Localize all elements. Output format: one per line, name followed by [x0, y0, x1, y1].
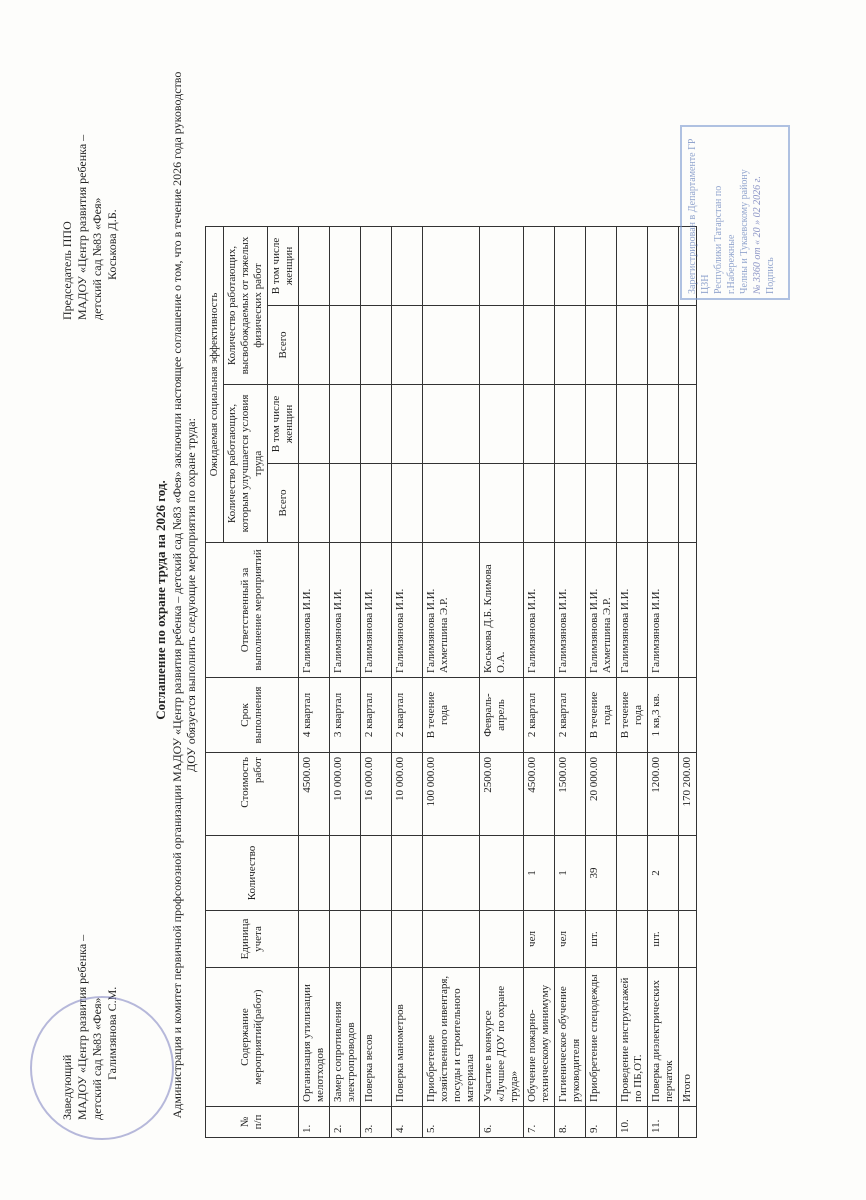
table-body: [299, 227, 679, 1138]
cell-name: Поверка манометров: [392, 968, 423, 1107]
cell-effect: [586, 227, 617, 306]
cell-effect: [617, 306, 648, 385]
cell-qty: 1: [524, 836, 555, 911]
cell-effect: [586, 306, 617, 385]
header-num: № п/п: [206, 1107, 299, 1138]
cell-term: 1 кв,3 кв.: [648, 678, 679, 753]
cell-num: 10.: [617, 1107, 648, 1138]
header-group2: Количество работающих, высвобождаемых от тяжелых физических работ: [224, 227, 268, 385]
union-line2: МАДОУ «Центр развития ребенка –: [75, 134, 89, 320]
cell-effect: [555, 464, 586, 543]
cell-cost: 4500.00: [524, 753, 555, 836]
header-g2-total: Всего: [268, 306, 299, 385]
cell-effect: [299, 306, 330, 385]
cell-resp: Галимзянова И.И.: [299, 543, 330, 678]
registration-line3: Челны и Тукаевскому району: [739, 169, 750, 294]
table-row: [361, 227, 392, 1138]
cell-name: Приобретение спецодежды: [586, 968, 617, 1107]
registration-line2: Республики Татарстан по г.Набережные: [713, 185, 737, 294]
cell-num: 3.: [361, 1107, 392, 1138]
cell-term: 2 квартал: [524, 678, 555, 753]
cell-term: В течение года: [423, 678, 480, 753]
cell-cost: 4500.00: [299, 753, 330, 836]
cell-effect: [524, 227, 555, 306]
cell-cost: 20 000.00: [586, 753, 617, 836]
cell-unit: шт.: [648, 911, 679, 968]
table-row: [648, 227, 679, 1138]
table-row: [330, 227, 361, 1138]
header-cost: Стоимость работ: [206, 753, 299, 836]
cell-effect: [524, 306, 555, 385]
cell-qty: 1: [555, 836, 586, 911]
cell-cost: 100 000.00: [423, 753, 480, 836]
cell-effect: [617, 464, 648, 543]
cell-resp: Галимзянова И.И.: [648, 543, 679, 678]
cell-effect: [586, 385, 617, 464]
cell-num: 2.: [330, 1107, 361, 1138]
cell-effect: [361, 306, 392, 385]
cell-resp: Галимзянова И.И.: [524, 543, 555, 678]
head-line3: детский сад №83 «Фея»: [90, 997, 104, 1120]
registration-line1: Зарегистрирован в Департаменте ГР ЦЗН: [687, 138, 711, 294]
document-title: Соглашение по охране труда на 2026 год.: [153, 480, 168, 720]
cell-cost: 1200.00: [648, 753, 679, 836]
cell-effect: [392, 306, 423, 385]
cell-unit: [330, 911, 361, 968]
cell-name: Замер сопротивления электропроводов: [330, 968, 361, 1107]
cell-effect: [648, 306, 679, 385]
cell-resp: Галимзянова И.И.: [361, 543, 392, 678]
measures-table: [205, 226, 697, 1138]
cell-num: 4.: [392, 1107, 423, 1138]
cell-effect: [330, 385, 361, 464]
cell-name: Приобретение хозяйственного инвентаря, посуды и строительного материала: [423, 968, 480, 1107]
cell-num: 7.: [524, 1107, 555, 1138]
cell-effect: [524, 385, 555, 464]
cell-effect: [361, 385, 392, 464]
cell-effect: [299, 464, 330, 543]
cell-num: 11.: [648, 1107, 679, 1138]
header-term: Срок выполнения: [206, 678, 299, 753]
cell-effect: [392, 464, 423, 543]
cell-cost: 16 000.00: [361, 753, 392, 836]
cell-resp: Галимзянова И.И.: [617, 543, 648, 678]
cell-name: Гигиеническое обучение руководителя: [555, 968, 586, 1107]
table-row: [524, 227, 555, 1138]
cell-effect: [480, 464, 524, 543]
cell-effect: [617, 385, 648, 464]
cell-effect: [423, 227, 480, 306]
table-row: [555, 227, 586, 1138]
header-resp: Ответственный за выполнение мероприятий: [206, 543, 299, 678]
cell-name: Поверка диэлектрических перчаток: [648, 968, 679, 1107]
cell-unit: [480, 911, 524, 968]
head-line4: Галимзянова С.М.: [105, 986, 119, 1080]
cell-num: 9.: [586, 1107, 617, 1138]
cell-unit: [617, 911, 648, 968]
cell-effect: [555, 385, 586, 464]
cell-name: Участие в конкурсе «Лучшее ДОУ по охране труда»: [480, 968, 524, 1107]
cell-effect: [524, 464, 555, 543]
cell-term: Февраль-апрель: [480, 678, 524, 753]
head-line2: МАДОУ «Центр развития ребенка –: [75, 934, 89, 1120]
cell-name: Поверка весов: [361, 968, 392, 1107]
cell-qty: [299, 836, 330, 911]
cell-term: В течение года: [586, 678, 617, 753]
cell-resp: Галимзянова И.И.: [330, 543, 361, 678]
table-row: [299, 227, 330, 1138]
table-row: [586, 227, 617, 1138]
registration-line4: № 3360 от « 20 » 02 2026 г.: [752, 176, 763, 294]
header-g1-total: Всего: [268, 464, 299, 543]
cell-effect: [555, 306, 586, 385]
cell-effect: [361, 227, 392, 306]
cell-effect: [648, 385, 679, 464]
cell-unit: [299, 911, 330, 968]
table-row: [423, 227, 480, 1138]
header-name: Содержание мероприятий(работ): [206, 968, 299, 1107]
registration-line5: Подпись: [765, 257, 776, 294]
cell-effect: [392, 227, 423, 306]
cell-effect: [423, 385, 480, 464]
cell-resp: Коськова Д.Б. Климова О.А.: [480, 543, 524, 678]
cell-num: 1.: [299, 1107, 330, 1138]
cell-qty: [617, 836, 648, 911]
cell-num: 5.: [423, 1107, 480, 1138]
cell-term: 2 квартал: [361, 678, 392, 753]
cell-unit: чел: [555, 911, 586, 968]
cell-cost: [617, 753, 648, 836]
header-g2-women: В том числе женщин: [268, 227, 299, 306]
head-line1: Заведующий: [60, 1054, 74, 1120]
cell-resp: Галимзянова И.И.: [392, 543, 423, 678]
cell-effect: [423, 464, 480, 543]
table-row: [392, 227, 423, 1138]
cell-resp: Галимзянова И.И. Ахметшина Э.Р.: [423, 543, 480, 678]
cell-cost: 2500.00: [480, 753, 524, 836]
cell-qty: [480, 836, 524, 911]
cell-effect: [330, 464, 361, 543]
total-cost: 170 200.00: [679, 753, 697, 836]
cell-term: 2 квартал: [392, 678, 423, 753]
table-row: [617, 227, 648, 1138]
union-line1: Председатель ППО: [60, 221, 74, 320]
header-group1: Количество работающих, которым улучшается условия труда: [224, 385, 268, 543]
header-g1-women: В том числе женщин: [268, 385, 299, 464]
header-effect: Ожидаемая социальная эффективность: [206, 227, 224, 543]
cell-unit: [392, 911, 423, 968]
registration-stamp: [680, 125, 790, 300]
cell-resp: Галимзянова И.И. Ахметшина Э.Р.: [586, 543, 617, 678]
cell-cost: 10 000.00: [330, 753, 361, 836]
cell-effect: [586, 464, 617, 543]
cell-qty: 2: [648, 836, 679, 911]
cell-qty: [330, 836, 361, 911]
table-row: [480, 227, 524, 1138]
cell-effect: [330, 306, 361, 385]
cell-effect: [299, 227, 330, 306]
cell-effect: [648, 227, 679, 306]
total-label: Итого: [679, 968, 697, 1107]
cell-effect: [480, 227, 524, 306]
cell-qty: [361, 836, 392, 911]
cell-num: 6.: [480, 1107, 524, 1138]
cell-qty: 39: [586, 836, 617, 911]
cell-name: Проведение инструктажей по ПБ,ОТ.: [617, 968, 648, 1107]
cell-cost: 10 000.00: [392, 753, 423, 836]
union-signature-block: [60, 120, 120, 320]
union-line4: Коськова Д.Б.: [105, 209, 119, 280]
cell-term: 4 квартал: [299, 678, 330, 753]
cell-effect: [423, 306, 480, 385]
cell-qty: [423, 836, 480, 911]
cell-unit: [361, 911, 392, 968]
cell-num: 8.: [555, 1107, 586, 1138]
total-num-cell: [679, 1107, 697, 1138]
cell-effect: [617, 227, 648, 306]
cell-qty: [392, 836, 423, 911]
document-intro: Администрация и комитет первичной профсоюзной организации МАДОУ «Центр развития ребенка – детский сад №83 «Фея» заключили настоящее соглашение о том, что в течение 2026 года руководство ДОУ обязуется выполнить следующие мероприятия по охране труда:: [170, 71, 198, 1119]
cell-resp: Галимзянова И.И.: [555, 543, 586, 678]
header-qty: Количество: [206, 836, 299, 911]
cell-effect: [299, 385, 330, 464]
cell-cost: 1500.00: [555, 753, 586, 836]
cell-name: Организация утилизации мелотходов: [299, 968, 330, 1107]
cell-unit: шт.: [586, 911, 617, 968]
cell-unit: чел: [524, 911, 555, 968]
cell-term: 2 квартал: [555, 678, 586, 753]
cell-term: 3 квартал: [330, 678, 361, 753]
cell-effect: [392, 385, 423, 464]
cell-unit: [423, 911, 480, 968]
cell-effect: [480, 385, 524, 464]
cell-effect: [648, 464, 679, 543]
cell-effect: [555, 227, 586, 306]
header-unit: Единица учета: [206, 911, 299, 968]
cell-effect: [361, 464, 392, 543]
union-line3: детский сад №83 «Фея»: [90, 197, 104, 320]
cell-effect: [480, 306, 524, 385]
cell-effect: [330, 227, 361, 306]
cell-name: Обучение пожарно-техническому минимуму: [524, 968, 555, 1107]
cell-term: В течение года: [617, 678, 648, 753]
